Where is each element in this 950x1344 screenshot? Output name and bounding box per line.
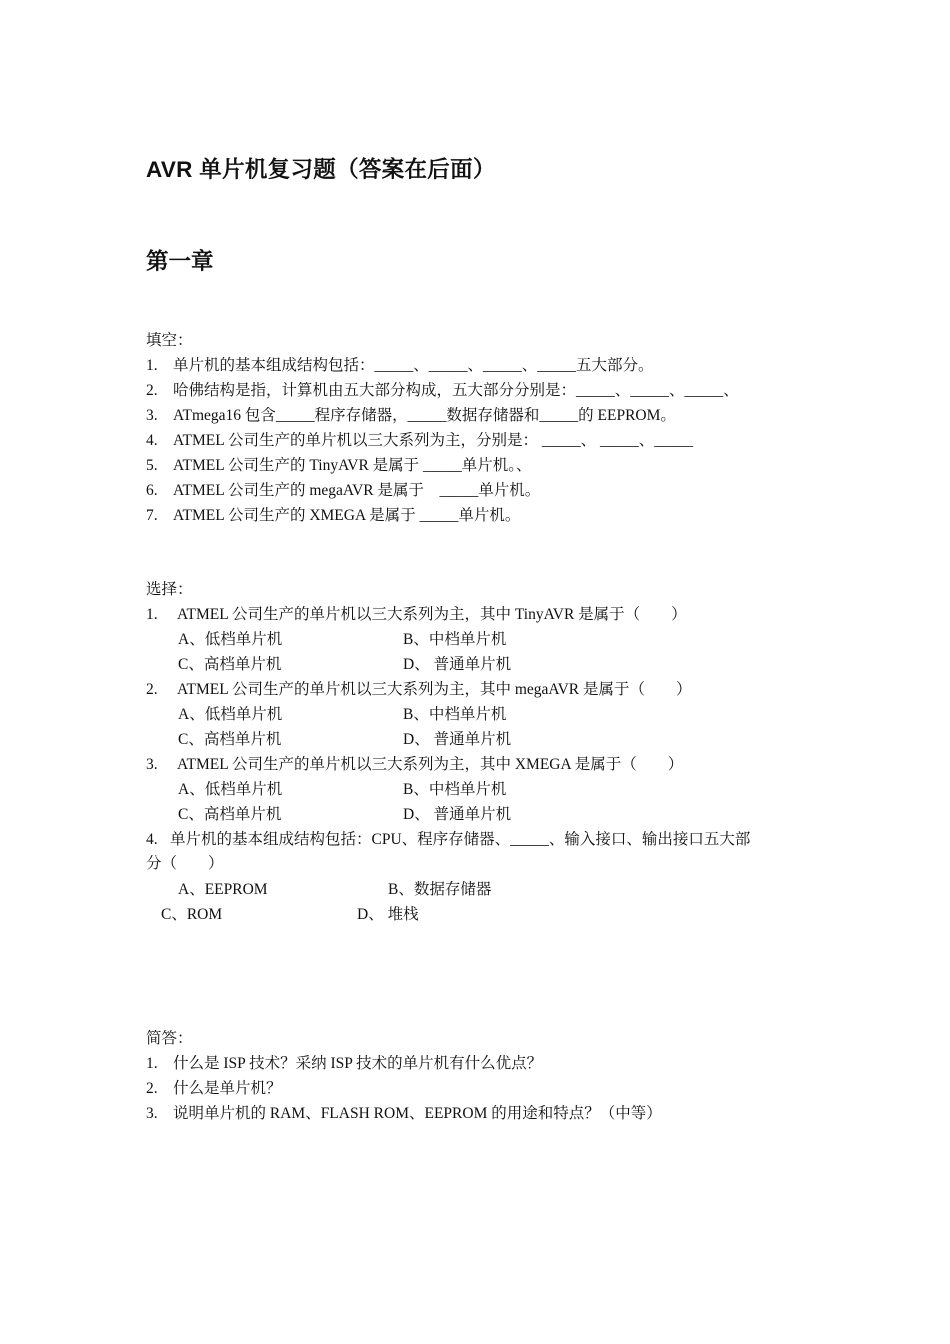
question-number: 1. xyxy=(146,1055,158,1072)
option-a: A、低档单片机 xyxy=(178,781,283,798)
option-d: D、 普通单片机 xyxy=(403,806,512,823)
fill-section-label: 填空： xyxy=(146,332,193,349)
question-number: 5. xyxy=(146,457,158,474)
option-a: A、低档单片机 xyxy=(178,631,283,648)
choice-question-4-continued: 分（ ） xyxy=(146,855,224,872)
question-number: 2. xyxy=(146,1080,158,1097)
question-number: 3. xyxy=(146,756,158,773)
chapter-heading: 第一章 xyxy=(146,249,214,274)
question-text: ATMEL 公司生产的单片机以三大系列为主，其中 XMEGA 是属于（ ） xyxy=(177,756,684,773)
fill-question-5 xyxy=(146,453,532,475)
document-title: AVR 单片机复习题（答案在后面） xyxy=(146,157,496,182)
option-c: C、高档单片机 xyxy=(178,806,282,823)
question-number: 6. xyxy=(146,482,158,499)
choice-question-1 xyxy=(146,602,687,624)
short-question-1 xyxy=(146,1051,542,1073)
question-text: ATMEL 公司生产的单片机以三大系列为主，其中 megaAVR 是属于（ ） xyxy=(177,681,692,698)
option-b: B、中档单片机 xyxy=(403,631,507,648)
option-a: A、低档单片机 xyxy=(178,706,283,723)
option-c: C、ROM xyxy=(161,906,223,923)
option-b: B、中档单片机 xyxy=(403,706,507,723)
question-number: 4. xyxy=(146,432,158,449)
question-text: ATMEL 公司生产的 XMEGA 是属于 _____单片机。 xyxy=(173,507,521,524)
question-number: 7. xyxy=(146,507,158,524)
question-text: 哈佛结构是指，计算机由五大部分构成，五大部分分别是：_____、_____、_____、 xyxy=(173,382,739,399)
question-text: ATmega16 包含_____程序存储器，_____数据存储器和_____的 EEPROM。 xyxy=(173,407,676,424)
question-number: 1. xyxy=(146,606,158,623)
fill-question-6 xyxy=(146,478,540,500)
fill-question-3 xyxy=(146,403,676,425)
short-question-3 xyxy=(146,1101,662,1123)
question-text: 什么是 ISP 技术？采纳 ISP 技术的单片机有什么优点？ xyxy=(173,1055,543,1072)
short-section-label: 简答： xyxy=(146,1030,193,1047)
question-number: 2. xyxy=(146,382,158,399)
fill-question-2 xyxy=(146,378,739,400)
question-text: 说明单片机的 RAM、FLASH ROM、EEPROM 的用途和特点？（中等） xyxy=(173,1105,662,1122)
choice-section-label: 选择： xyxy=(146,581,193,598)
choice-question-3 xyxy=(146,752,683,774)
question-number: 4. xyxy=(146,831,158,848)
choice-question-4 xyxy=(146,827,750,849)
question-text: 单片机的基本组成结构包括：CPU、程序存储器、_____、输入接口、输出接口五大部 xyxy=(170,831,751,848)
choice-question-2 xyxy=(146,677,692,699)
fill-question-7 xyxy=(146,503,520,525)
option-c: C、高档单片机 xyxy=(178,656,282,673)
option-b: B、数据存储器 xyxy=(388,881,492,898)
option-d: D、 普通单片机 xyxy=(403,731,512,748)
fill-question-4 xyxy=(146,428,693,450)
question-number: 3. xyxy=(146,1105,158,1122)
short-question-2 xyxy=(146,1076,282,1098)
option-a: A、EEPROM xyxy=(178,881,268,898)
question-text: ATMEL 公司生产的单片机以三大系列为主，其中 TinyAVR 是属于（ ） xyxy=(177,606,687,623)
option-d: D、 普通单片机 xyxy=(403,656,512,673)
question-text: ATMEL 公司生产的 megaAVR 是属于 _____单片机。 xyxy=(173,482,541,499)
option-b: B、中档单片机 xyxy=(403,781,507,798)
question-text: ATMEL 公司生产的单片机以三大系列为主，分别是： _____、 _____、_____ xyxy=(173,432,693,449)
question-number: 1. xyxy=(146,357,158,374)
question-text: 单片机的基本组成结构包括：_____、_____、_____、_____五大部分。 xyxy=(173,357,654,374)
question-text: 什么是单片机？ xyxy=(173,1080,282,1097)
option-d: D、 堆栈 xyxy=(357,906,419,923)
fill-question-1 xyxy=(146,353,654,375)
question-number: 2. xyxy=(146,681,158,698)
option-c: C、高档单片机 xyxy=(178,731,282,748)
question-number: 3. xyxy=(146,407,158,424)
question-text: ATMEL 公司生产的 TinyAVR 是属于 _____单片机。、 xyxy=(173,457,532,474)
